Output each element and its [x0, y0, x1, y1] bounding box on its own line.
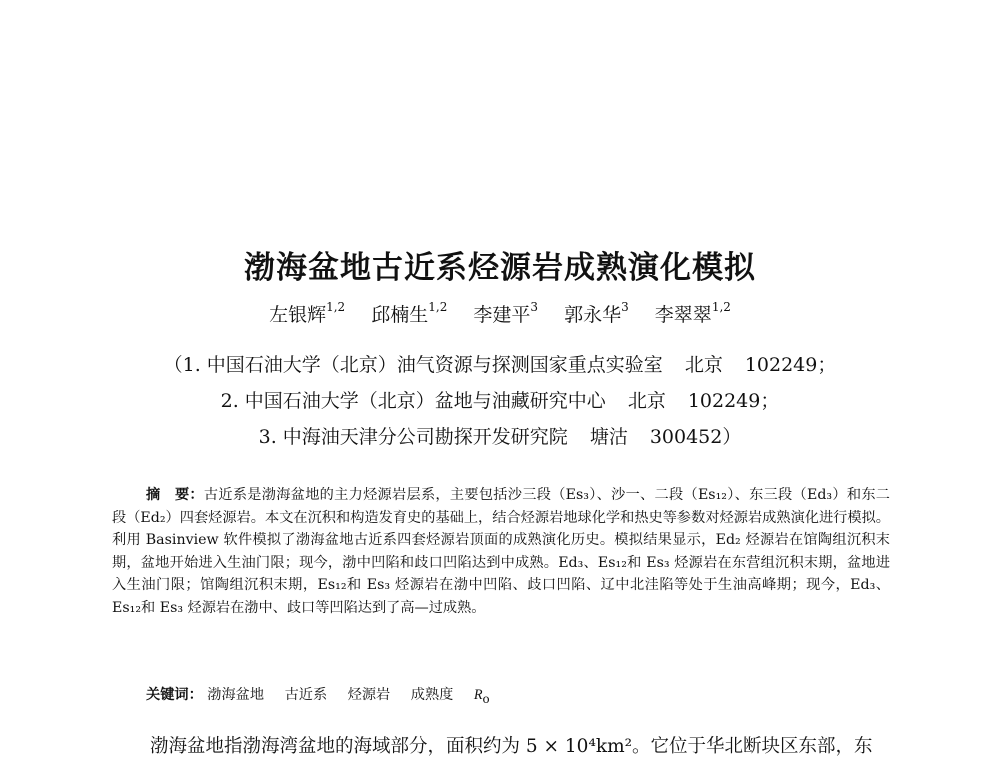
- keywords-label: 关键词：: [146, 687, 203, 703]
- author: 李翠翠$^{1,2}$: [654, 299, 731, 326]
- keyword: 成熟度: [410, 687, 454, 703]
- author: 邱楠生$^{1,2}$: [371, 299, 448, 326]
- keyword: 古近系: [284, 687, 328, 703]
- abstract: [112, 484, 890, 620]
- author-list: [0, 300, 1000, 327]
- affiliation-3: 3. 中海油天津分公司勘探开发研究院 塘沽 300452）: [258, 426, 742, 448]
- keyword: 烃源岩: [347, 687, 391, 703]
- affiliation-2: 2. 中国石油大学（北京）盆地与油藏研究中心 北京 102249；: [220, 390, 780, 412]
- keyword: 渤海盆地: [207, 687, 265, 703]
- author: 李建平$^3$: [473, 299, 539, 326]
- author: 郭永华$^3$: [564, 299, 629, 326]
- body-paragraph-start: 渤海盆地指渤海湾盆地的海域部分，面积约为 5 × 10⁴km²。它位于华北断块区东部，东: [150, 736, 873, 757]
- author: 左银辉$^{1,2}$: [269, 299, 346, 326]
- abstract-label: 摘 要：: [146, 487, 204, 503]
- keywords: [146, 684, 490, 706]
- abstract-text: 古近系是渤海盆地的主力烃源岩层系，主要包括沙三段（Es₃）、沙一、二段（Es₁₂）、东三段（Ed₃）和东二段（Ed₂）四套烃源岩。本文在沉积和构造发育史的基础上，结合烃源岩地球化学和热史等参数对烃源岩成熟演化进行模拟。利用 Basinview 软件模拟了渤海盆地古近系四套烃源岩顶面的成熟演化历史。模拟结果显示，Ed₂ 烃源岩在馆陶组沉积末期，盆地开始进入生油门限；现今，渤中凹陷和歧口凹陷达到中成熟。Ed₃、Es₁₂和 Es₃ 烃源岩在东营组沉积末期，盆地进入生油门限；馆陶组沉积末期，Es₁₂和 Es₃ 烃源岩在渤中凹陷、歧口凹陷、辽中北洼陷等处于生油高峰期；现今，Ed₃、Es₁₂和 Es₃ 烃源岩在渤中、歧口等凹陷达到了高—过成熟。: [112, 487, 890, 616]
- affiliation-1: （1. 中国石油大学（北京）油气资源与探测国家重点实验室 北京 102249；: [163, 354, 837, 376]
- paper-title: 渤海盆地古近系烃源岩成熟演化模拟: [244, 250, 756, 286]
- keyword-ro: $R_o$: [473, 687, 490, 706]
